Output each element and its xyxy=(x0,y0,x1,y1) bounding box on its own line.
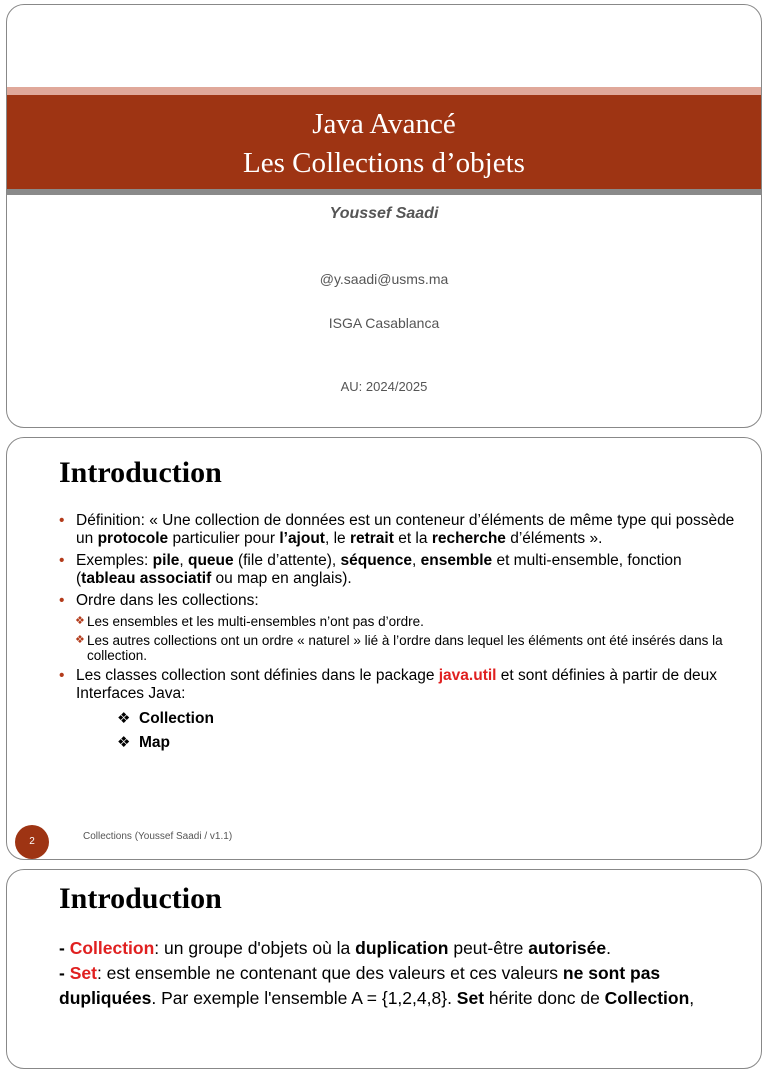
sub-bullet-natural-order: ❖ Les autres collections ont un ordre « naturel » lié à l’ordre dans lequel les éléments ont été insérés dans la collection. xyxy=(75,633,723,663)
title-bottom-accent-line xyxy=(7,189,761,195)
slide-title-line-2: Les Collections d’objets xyxy=(243,147,525,179)
sub-bullet-unordered: ❖ Les ensembles et les multi-ensembles n’ont pas d’ordre. xyxy=(75,614,424,629)
diamond-bullet-icon: ❖ xyxy=(75,615,85,627)
slide-footer: Collections (Youssef Saadi / v1.1) xyxy=(83,831,233,842)
title-band xyxy=(7,95,761,189)
diamond-bullet-icon: ❖ xyxy=(117,734,131,751)
diamond-bullet-icon: ❖ xyxy=(117,710,131,727)
author-email: @y.saadi@usms.ma xyxy=(319,271,449,287)
definition-set: - Set: est ensemble ne contenant que des valeurs et ces valeurs ne sont pas dupliquées. Par exemple l'ensemble A = {1,2,4,8}. Set hérite donc de Collection, xyxy=(59,963,695,1008)
slide-body xyxy=(59,936,749,1011)
bullet-definition: • Définition: « Une collection de données est un conteneur d’éléments de même type qui possède un protocole particulier pour l’ajout, le retrait et la recherche d’éléments ». xyxy=(59,512,739,548)
introduction-slide xyxy=(6,437,762,860)
diamond-bullet-icon: ❖ xyxy=(75,634,85,646)
bullet-examples: • Exemples: pile, queue (file d’attente), séquence, ensemble et multi-ensemble, fonction (tableau associatif ou map en anglais). xyxy=(59,552,739,588)
interface-map: ❖ Map xyxy=(59,731,739,755)
slide-title-line-1: Java Avancé xyxy=(312,108,456,140)
interface-collection: ❖ Collection xyxy=(59,707,739,731)
author-name: Youssef Saadi xyxy=(329,205,439,222)
page-number: 2 xyxy=(15,825,49,859)
definition-collection: - Collection: un groupe d'objets où la duplication peut-être autorisée. xyxy=(59,938,611,958)
title-top-accent-line xyxy=(7,87,761,95)
introduction-slide-2 xyxy=(6,869,762,1069)
slide-title: Introduction xyxy=(59,456,222,489)
bullet-list xyxy=(59,512,739,755)
academic-year: AU: 2024/2025 xyxy=(340,379,428,394)
title-slide xyxy=(6,4,762,428)
slide-title: Introduction xyxy=(59,882,222,915)
bullet-order: • Ordre dans les collections: xyxy=(59,592,739,610)
school-name: ISGA Casablanca xyxy=(328,315,440,331)
bullet-java-util: • Les classes collection sont définies dans le package java.util et sont définies à partir de deux Interfaces Java: xyxy=(59,667,739,703)
